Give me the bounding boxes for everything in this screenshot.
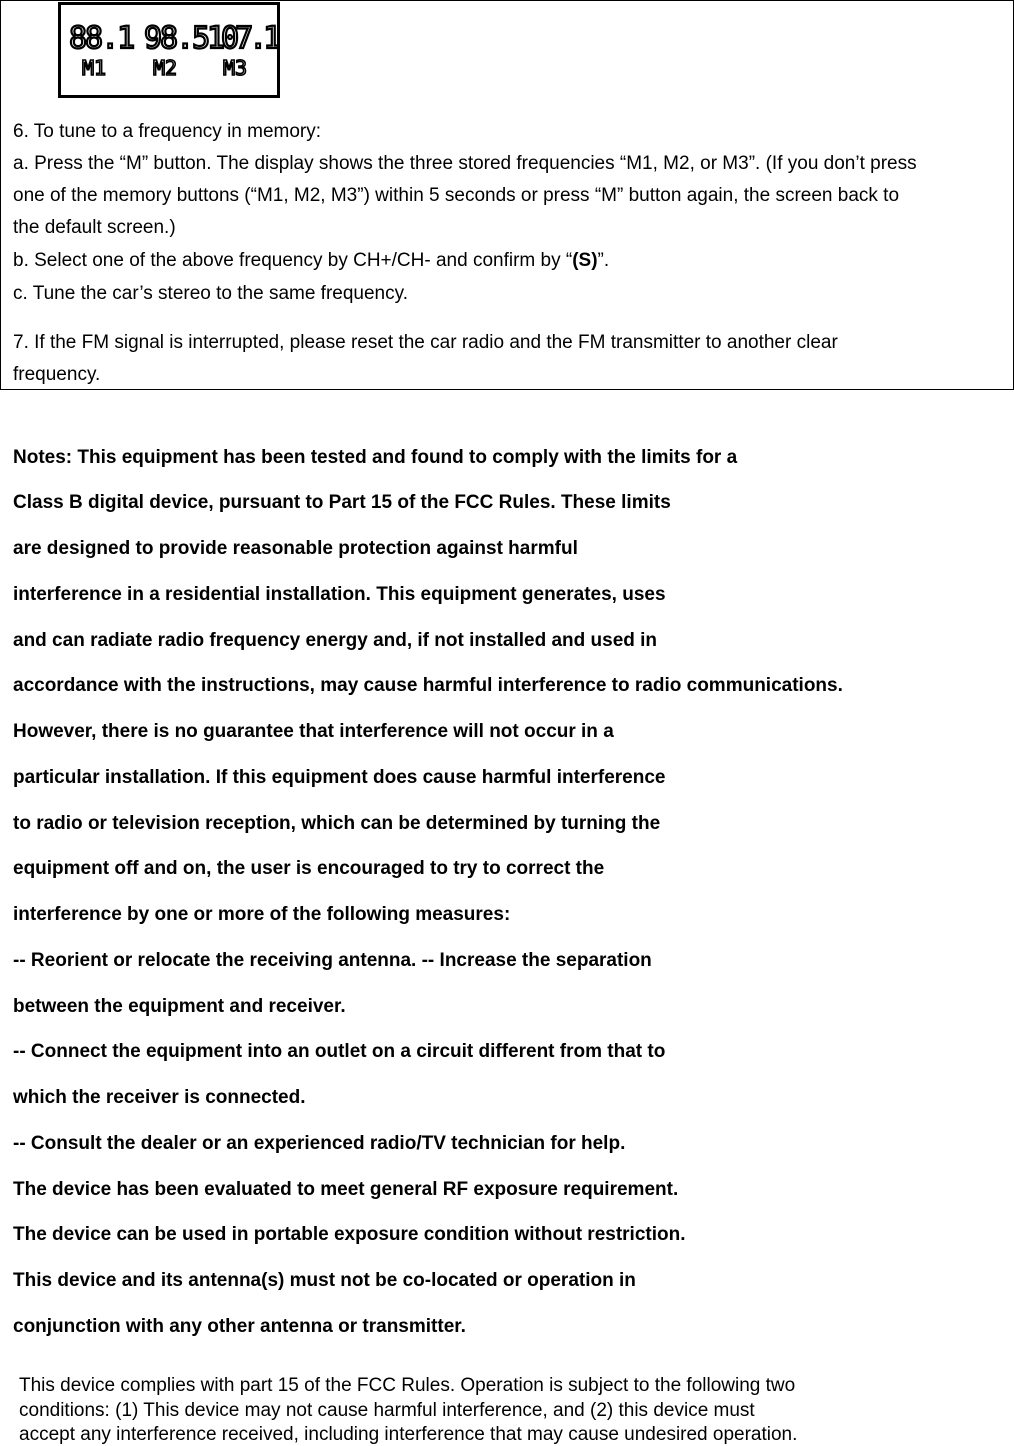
notes-line: -- Consult the dealer or an experienced radio/TV technician for help.	[13, 1133, 626, 1154]
step-7-line-2: frequency.	[13, 364, 101, 385]
lcd-digits	[61, 5, 277, 95]
notes-line: Class B digital device, pursuant to Part 15 of the FCC Rules. These limits	[13, 492, 671, 513]
fcc-statement-line: This device complies with part 15 of the FCC Rules. Operation is subject to the following two	[19, 1375, 796, 1396]
step-6a-line-1: a. Press the “M” button. The display shows the three stored frequencies “M1, M2, or M3”. (If you don’t press	[13, 153, 917, 174]
notes-line: The device can be used in portable exposure condition without restriction.	[13, 1224, 686, 1245]
notes-line: which the receiver is connected.	[13, 1087, 306, 1108]
fcc-statement-line: conditions: (1) This device may not cause harmful interference, and (2) this device must	[19, 1400, 755, 1421]
lcd-frequency-1: 88.1	[69, 21, 134, 56]
lcd-display-illustration	[58, 2, 280, 98]
notes-line: particular installation. If this equipment does cause harmful interference	[13, 767, 666, 788]
notes-line: are designed to provide reasonable protection against harmful	[13, 538, 578, 559]
notes-line: interference in a residential installation. This equipment generates, uses	[13, 584, 666, 605]
step-6b-prefix: b. Select one of the above frequency by CH+/CH- and confirm by “	[13, 250, 573, 271]
fcc-statement-line: accept any interference received, including interference that may cause undesired operation.	[19, 1424, 798, 1445]
notes-line: between the equipment and receiver.	[13, 996, 346, 1017]
step-6b	[13, 249, 609, 273]
step-6a-line-3: the default screen.)	[13, 217, 176, 238]
notes-line: and can radiate radio frequency energy and, if not installed and used in	[13, 630, 658, 651]
step-6b-suffix: ”.	[597, 250, 610, 271]
step-6c: c. Tune the car’s stereo to the same frequency.	[13, 283, 408, 304]
notes-line: interference by one or more of the following measures:	[13, 904, 511, 925]
step-7-line-1: 7. If the FM signal is interrupted, please reset the car radio and the FM transmitter to another clear	[13, 332, 838, 353]
lcd-memory-2: M2	[153, 56, 178, 80]
notes-line: Notes: This equipment has been tested and found to comply with the limits for a	[13, 447, 738, 468]
lcd-frequency-2: 98.5	[144, 21, 209, 56]
lcd-memory-1: M1	[82, 56, 107, 80]
notes-line: accordance with the instructions, may cause harmful interference to radio communications.	[13, 675, 843, 696]
select-key-label: (S)	[572, 250, 598, 271]
notes-line: -- Connect the equipment into an outlet on a circuit different from that to	[13, 1041, 666, 1062]
notes-line: However, there is no guarantee that interference will not occur in a	[13, 721, 614, 742]
notes-line: The device has been evaluated to meet general RF exposure requirement.	[13, 1179, 679, 1200]
lcd-frequency-3: 107.1	[207, 21, 277, 56]
notes-line: -- Reorient or relocate the receiving antenna. -- Increase the separation	[13, 950, 652, 971]
step-6-title: 6. To tune to a frequency in memory:	[13, 121, 322, 142]
notes-line: equipment off and on, the user is encouraged to try to correct the	[13, 858, 605, 879]
notes-line: conjunction with any other antenna or transmitter.	[13, 1316, 466, 1337]
lcd-memory-3: M3	[223, 56, 248, 80]
notes-line: This device and its antenna(s) must not be co-located or operation in	[13, 1270, 636, 1291]
instructions-box	[0, 0, 1014, 390]
step-6a-line-2: one of the memory buttons (“M1, M2, M3”) within 5 seconds or press “M” button again, the screen back to	[13, 185, 900, 206]
notes-line: to radio or television reception, which can be determined by turning the	[13, 813, 661, 834]
